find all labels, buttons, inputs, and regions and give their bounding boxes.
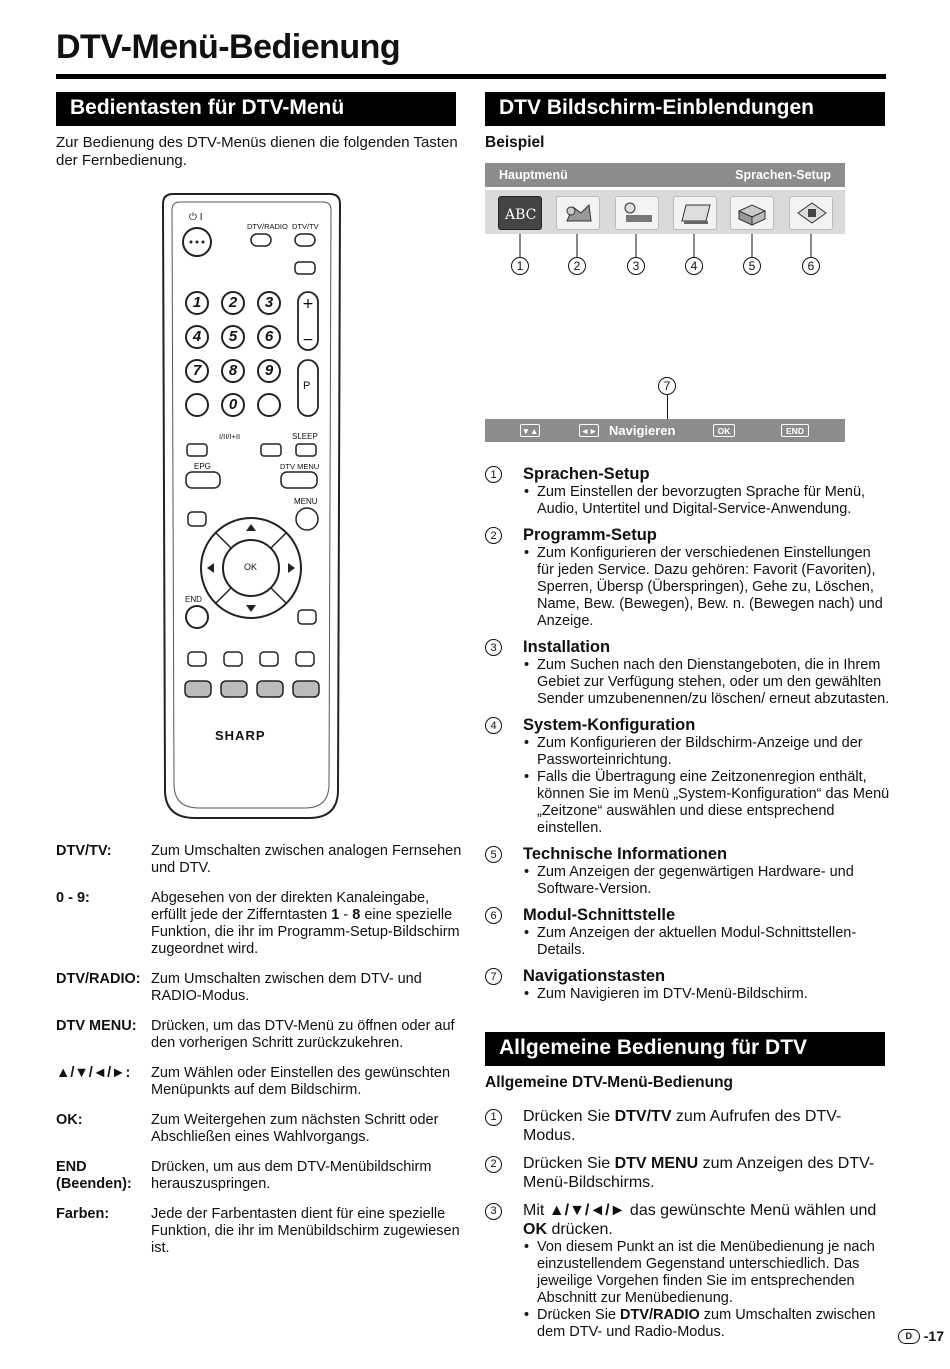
remote-digit-5: 5 [228,328,238,345]
def-dtv-menu [56,1018,466,1052]
technical-information-icon[interactable] [730,196,774,230]
item-title: Sprachen-Setup [523,465,650,483]
remote-dtv-tv-label: DTV/TV [292,222,319,231]
remote-digit-6: 6 [264,328,274,345]
item-number: 4 [485,717,502,734]
callout-5: 5 [743,257,761,275]
ok-key-icon: OK [713,424,735,437]
def-term: END (Beenden): [56,1159,132,1192]
item-title: Programm-Setup [523,526,657,544]
def-desc-text: - [339,907,353,923]
osd-navigation-bar [485,419,845,442]
def-term: 0 - 9: [56,890,90,906]
callout-1: 1 [511,257,529,275]
item-number: 6 [485,907,502,924]
title-rule [56,74,886,79]
item-bullet: • Zum Suchen nach den Dienstangeboten, die in Ihrem Gebiet zur Verfügung stehen, oder um den gewählten Sender umzubenennen/zu löschen/ erneut abzutasten. [523,657,890,708]
def-desc: Zum Wählen oder Einstellen des gewünschten Menüpunkts auf dem Bildschirm. [151,1065,451,1098]
osd-item-navigation-keys [485,966,890,1003]
osd-item-module-interface [485,905,890,959]
remote-dtv-radio-label: DTV/RADIO [247,222,288,231]
osd-main-menu-label: Hauptmenü [499,168,568,182]
step-key: DTV/TV [614,1108,672,1125]
def-dtv-tv [56,843,466,877]
end-key-icon: END [781,424,809,437]
def-term: DTV/TV: [56,843,112,859]
step-text: zum Aufrufen des DTV-Modus. [523,1108,842,1144]
item-title: System-Konfiguration [523,716,696,734]
remote-control-illustration [159,190,344,822]
step-text: das gewünschte Menü wählen und [625,1202,877,1219]
def-desc-text: Abgesehen von der direkten Kanaleingabe, erfüllt jede der Zifferntasten [151,890,430,923]
item-bullet: • Zum Anzeigen der aktuellen Modul-Schnittstellen-Details. [523,925,890,959]
step-text: zum Anzeigen des DTV-Menü-Bildschirms. [523,1155,875,1191]
item-title: Installation [523,638,611,656]
step-bullet [523,1307,890,1341]
step-text: Mit [523,1202,549,1219]
def-desc: Zum Weitergehen zum nächsten Schritt oder Abschließen eines Wahlvorgangs. [151,1112,439,1145]
item-bullet: • Zum Navigieren im DTV-Menü-Bildschirm. [523,986,890,1003]
language-badge: D [898,1329,920,1344]
def-desc: Drücken, um das DTV-Menü zu öffnen oder auf den vorherigen Schritt zurückzukehren. [151,1018,455,1051]
remote-p-label: P [303,380,311,392]
osd-current-menu-label: Sprachen-Setup [735,168,831,182]
step-key: ▲/▼/◄/► [548,1202,626,1219]
def-colors [56,1206,466,1257]
item-title: Modul-Schnittstelle [523,906,676,924]
def-end [56,1159,466,1193]
step-text: Drücken Sie [537,1307,621,1323]
system-configuration-icon[interactable] [673,196,717,230]
def-dtv-radio [56,971,466,1005]
def-desc-text: eine spezielle Funktion, die ihr im Programm-Setup-Bildschirm zugeordnet wird. [151,907,460,957]
remote-digit-8: 8 [228,362,238,379]
remote-epg-label: EPG [194,462,211,471]
up-down-key-icon: ▼▲ [521,425,539,436]
step-text: zum Umschalten zwischen dem DTV- und Radio-Modus. [537,1307,876,1340]
step-key: OK [523,1221,547,1238]
step-text: Drücken Sie [523,1155,615,1172]
step-number: 2 [485,1156,502,1173]
def-desc: Zum Umschalten zwischen dem DTV- und RADIO-Modus. [151,971,422,1004]
remote-digit-9: 9 [264,362,274,379]
step-2 [485,1154,890,1192]
def-desc: Drücken, um aus dem DTV-Menübildschirm herauszuspringen. [151,1159,432,1192]
remote-end-label: END [185,595,202,604]
remote-power-label: ⏻ I [189,212,203,223]
page-number [898,1328,944,1344]
key-definitions [56,843,466,1270]
item-bullet: • Zum Einstellen der bevorzugten Sprache für Menü, Audio, Untertitel und Digital-Service-Anwendung. [523,484,890,518]
def-digits [56,890,466,958]
item-number: 3 [485,639,502,656]
step-1 [485,1107,890,1145]
remote-brand-logo: SHARP [215,728,266,743]
def-desc [151,890,466,958]
osd-menu-bar [485,163,845,187]
remote-digit-4: 4 [192,328,202,345]
step-key: DTV MENU [614,1155,699,1172]
def-arrows [56,1065,466,1099]
def-term: ▲/▼/◄/►: [56,1065,131,1081]
callout-6: 6 [802,257,820,275]
module-interface-icon[interactable] [789,196,833,230]
svg-text:−: − [302,332,314,348]
osd-item-system-configuration [485,715,890,837]
item-number: 7 [485,968,502,985]
program-setup-icon[interactable] [556,196,600,230]
svg-text:+: + [302,296,314,312]
page-title: DTV-Menü-Bedienung [56,28,401,66]
remote-digit-3: 3 [264,294,274,311]
left-right-key-icon: ◄► [580,425,598,436]
remote-digit-1: 1 [192,294,202,311]
svg-text:ABC: ABC [505,207,537,223]
callout-2: 2 [568,257,586,275]
step-number: 1 [485,1109,502,1126]
item-number: 5 [485,846,502,863]
def-ok [56,1112,466,1146]
item-title: Navigationstasten [523,967,666,985]
section-heading-osd: DTV Bildschirm-Einblendungen [485,92,885,126]
intro-text: Zur Bedienung des DTV-Menüs dienen die folgenden Tasten der Fernbedienung. [56,134,458,169]
item-bullet: • Zum Anzeigen der gegenwärtigen Hardware- und Software-Version. [523,864,890,898]
def-term: DTV/RADIO: [56,971,141,987]
callout-leader-lines [485,234,845,259]
general-subheading: Allgemeine DTV-Menü-Bedienung [485,1074,734,1091]
step-text: Drücken Sie [523,1108,615,1125]
def-term: Farben: [56,1206,110,1222]
osd-item-language-setup [485,464,890,518]
remote-audio-label: I/II/I+II [219,432,241,441]
remote-dtv-menu-label: DTV MENU [280,462,320,471]
item-bullet: • Zum Konfigurieren der Bildschirm-Anzeige und der Passworteinrichtung. [523,735,890,769]
def-term: DTV MENU: [56,1018,137,1034]
callout-3: 3 [627,257,645,275]
general-steps [485,1107,890,1350]
def-desc: Jede der Farbentasten dient für eine spezielle Funktion, die ihr im Menübildschirm zugewiesen ist. [151,1206,460,1256]
example-label: Beispiel [485,134,545,151]
item-title: Technische Informationen [523,845,728,863]
step-key: DTV/RADIO [620,1307,700,1323]
navigate-label: Navigieren [609,423,676,438]
item-bullet: • Zum Konfigurieren der verschiedenen Einstellungen für jeden Service. Dazu gehören: Favorit (Favoriten), Sperren, Übersp (Überspringen), Gehe zu, Löschen, Name, Bew. (Bewegen), Bew. n. (Bewegen nach) und Anzeige. [523,545,890,630]
item-number: 2 [485,527,502,544]
callout-7: 7 [658,377,676,395]
callout-4: 4 [685,257,703,275]
osd-item-technical-information [485,844,890,898]
def-desc: Zum Umschalten zwischen analogen Fernsehen und DTV. [151,843,462,876]
osd-item-list [485,464,890,1010]
page-number-text: -17 [923,1328,944,1344]
osd-item-installation [485,637,890,708]
remote-ok-label: OK [244,562,258,572]
remote-digit-7: 7 [192,362,202,379]
callout-7-leader [667,395,668,419]
item-number: 1 [485,466,502,483]
remote-menu-label: MENU [294,497,318,506]
def-desc-bold: 8 [352,907,361,923]
remote-digit-2: 2 [228,294,238,311]
installation-icon[interactable] [615,196,659,230]
remote-sleep-label: SLEEP [292,432,318,441]
step-bullet: • Von diesem Punkt an ist die Menübedienung je nach einzustellendem Gegenstand unterschiedlich. Das jeweilige Vorgehen finden Sie im entsprechenden Abschnitt zur Menübedienung. [523,1239,890,1307]
def-desc-bold: 1 [331,907,340,923]
language-setup-icon[interactable] [498,196,542,230]
osd-item-program-setup [485,525,890,630]
step-number: 3 [485,1203,502,1220]
step-text: drücken. [547,1221,613,1238]
remote-digit-0: 0 [228,396,238,413]
section-heading-general: Allgemeine Bedienung für DTV [485,1032,885,1066]
osd-icon-strip [485,190,845,234]
item-bullet: • Falls die Übertragung eine Zeitzonenregion enthält, können Sie im Menü „System-Konfiguration“ das Menü „Zeitzone“ auswählen und diese entsprechend einstellen. [523,769,890,837]
step-3 [485,1201,890,1341]
section-heading-remote-keys: Bedientasten für DTV-Menü [56,92,456,126]
def-term: OK: [56,1112,83,1128]
